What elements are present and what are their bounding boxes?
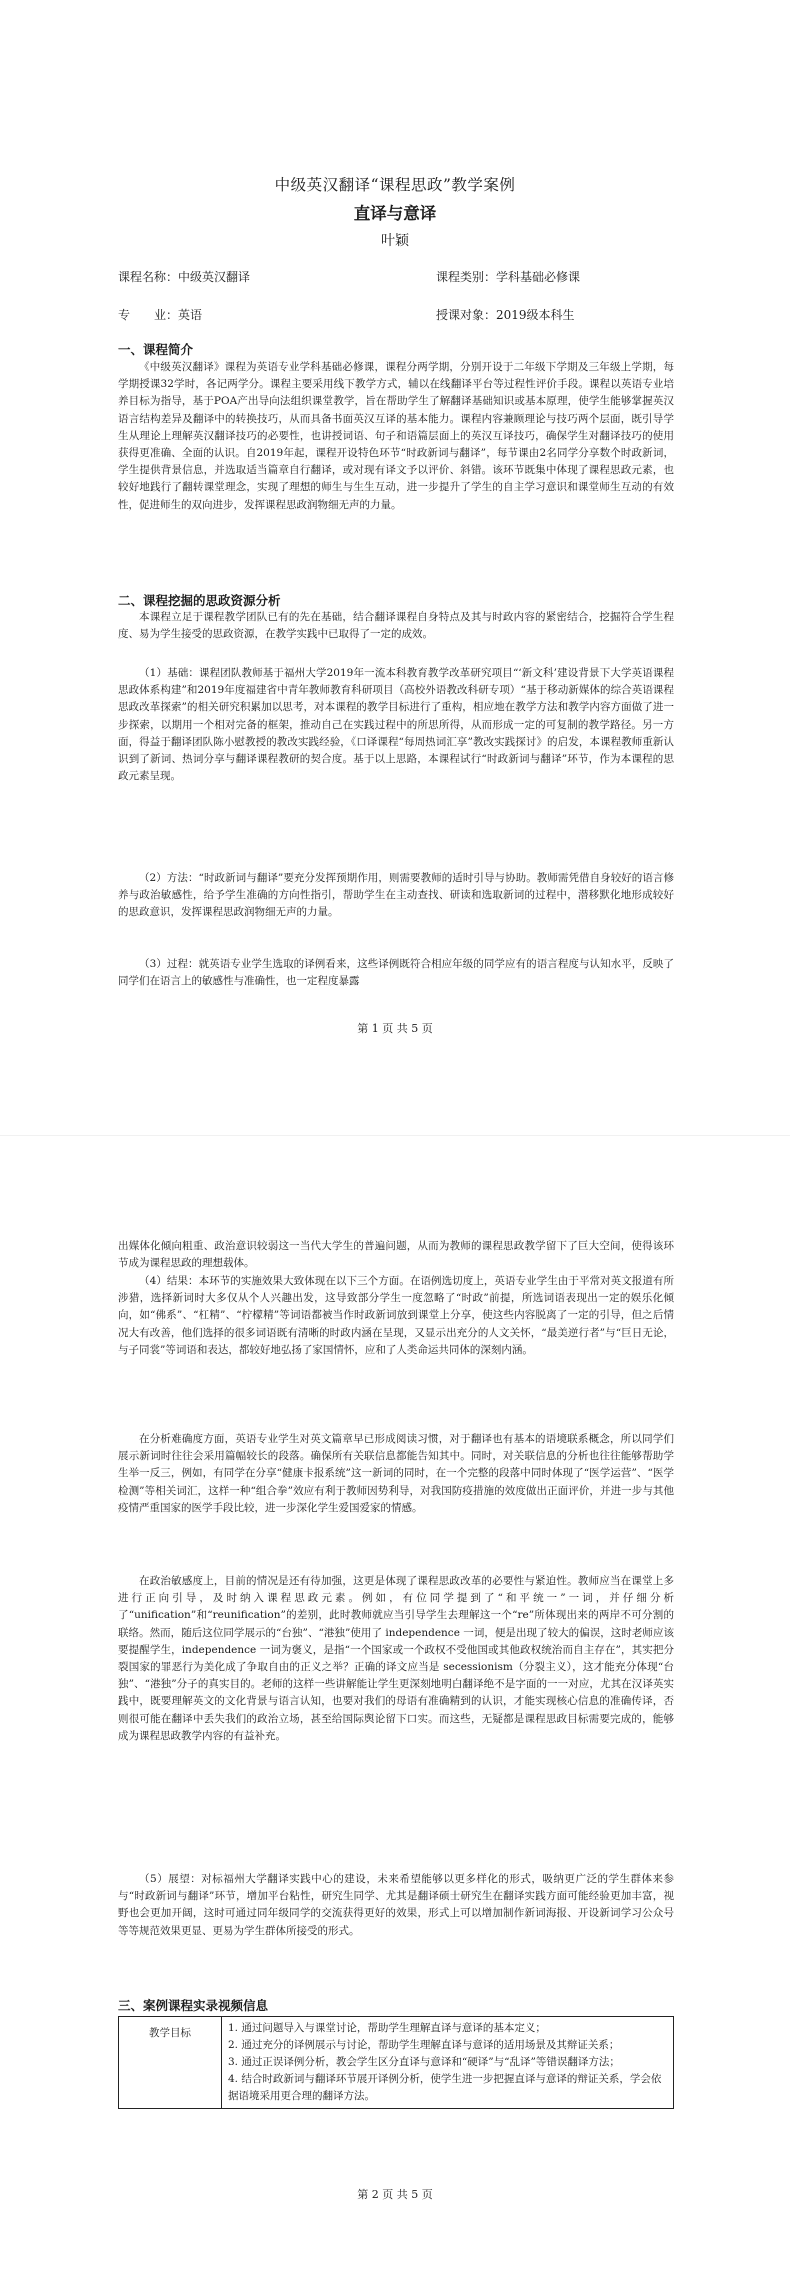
teaching-goal-item: 2. 通过充分的译例展示与讨论，帮助学生理解直译与意译的适用场景及其辩证关系； (228, 2039, 620, 2051)
page-footer: 第 1 页 共 5 页 (357, 1022, 433, 1035)
page-footer: 第 2 页 共 5 页 (357, 2188, 433, 2201)
teaching-goal-item: 4. 结合时政新词与翻译环节展开译例分析，使学生进一步把握直译与意译的辩证关系，学会依据语境采用更合理的翻译方法。 (228, 2073, 662, 2102)
political-sensitivity-paragraph: 在政治敏感度上，目前的情况是还有待加强，这更是体现了课程思政改革的必要性与紧迫性。教师应当在课堂上多进行正向引导，及时纳入课程思政元素。例如，有位同学提到了“和平统一”一词，并仔细分析了“unification”和“reunification”的差别，此时教师就应当引导学生去理解这一个“re”所体现出来的两岸不可分割的联络。然而，随后这位同学展示的“台独”、“港独”使用了 independence 一词，便是出现了较大的偏误，这时老师应该要提醒学生，independence 一词为褒义，是指“一个国家或一个政权不受他国或其他政权统治而自主存在”，其实把分裂国家的罪恶行为美化成了争取自由的正义之举？正确的译文应当是 secessionism（分裂主义），这才能充分体现“台独”、“港独”分子的真实目的。老师的这样一些讲解能让学生更深刻地明白翻译绝不是字面的一一对应，尤其在汉译英实践中，既要理解英文的文化背景与语言认知，也要对我们的母语有准确精到的认识，才能实现核心信息的准确传译，否则很可能在翻译中丢失我们的政治立场，甚至给国际舆论留下口实。而这些，无疑都是课程思政目标需要完成的，能够成为课程思政教学内容的有益补充。 (118, 1575, 674, 1742)
item-basis-paragraph: （1）基础：课程团队教师基于福州大学2019年一流本科教育教学改革研究项目“‘新文科’建设背景下大学英语课程思政体系构建”和2019年度福建省中青年教师教育科研项目（高校外语教改科研专项）“基于移动新媒体的综合英语课程思政改革探索”的相关研究积累加以思考，对本课程的教学目标进行了重构，相应地在教学方法和教学内容方面做了进一步探索，以期用一个相对完备的框架，推动自己在实践过程中的所思所得，从而形成一定的可复制的教学路径。另一方面，得益于翻译团队陈小慰教授的教改实践经验，《口译课程“每周热词汇享”教改实践探讨》的启发，本课程教师重新认识到了新词、热词分享与翻译课程教研的契合度。基于以上思路，本课程试行“时政新词与翻译”环节，作为本课程的思政元素呈现。 (118, 667, 674, 783)
author-name: 叶颖 (381, 233, 409, 249)
meta-major: 专 业：英语 (118, 308, 203, 322)
table-row (119, 2017, 674, 2109)
section-heading-intro: 一、课程简介 (118, 342, 194, 357)
page-1 (0, 0, 790, 1135)
teaching-goals-cell (222, 2017, 674, 2109)
continued-paragraph: 出媒体化倾向粗重、政治意识较弱这一当代大学生的普遍问题，从而为教师的课程思政教学留下了巨大空间，使得该环节成为课程思政的理想载体。 (118, 1240, 674, 1270)
page-2 (0, 1135, 790, 2271)
section-heading-video-info: 三、案例课程实录视频信息 (118, 1998, 269, 2013)
meta-course-name: 课程名称：中级英汉翻译 (118, 270, 251, 284)
resources-intro-paragraph: 本课程立足于课程教学团队已有的先在基础，结合翻译课程自身特点及其与时政内容的紧密结合，挖掘符合学生程度、易为学生接受的思政资源，在教学实践中已取得了一定的成效。 (118, 611, 674, 641)
case-subtitle: 直译与意译 (353, 204, 437, 223)
meta-audience: 授课对象：2019级本科生 (436, 308, 575, 322)
teaching-goal-item: 1. 通过问题导入与课堂讨论，帮助学生理解直译与意译的基本定义； (228, 2022, 546, 2034)
item-method-paragraph: （2）方法：“时政新词与翻译”要充分发挥预期作用，则需要教师的适时引导与协助。教师需凭借自身较好的语言修养与政治敏感性，给予学生准确的方向性指引，帮助学生在主动查找、研读和选取新词的过程中，潜移默化地形成较好的思政意识，发挥课程思政润物细无声的力量。 (118, 872, 674, 919)
table-label-cell: 教学目标 (119, 2017, 222, 2109)
item-result-paragraph: （4）结果：本环节的实施效果大致体现在以下三个方面。在语例选切度上，英语专业学生由于平常对英文报道有所涉猎，选择新词时大多仅从个人兴趣出发，这导致部分学生一度忽略了“时政”前提，所选词语表现出一定的娱乐化倾向，如“佛系”、“杠精”、“柠檬精”等词语都被当作时政新词放到课堂上分享，使这些内容脱离了一定的引导，但之后情况大有改善，他们选择的很多词语既有清晰的时政内涵在呈现，又显示出充分的人文关怀，“最美逆行者”与“巨日无论，与子同裳”等词语和表达，都较好地弘扬了家国情怀，应和了人类命运共同体的深刻内涵。 (118, 1275, 674, 1356)
item-outlook-paragraph: （5）展望：对标福州大学翻译实践中心的建设，未来希望能够以更多样化的形式，吸纳更广泛的学生群体来参与“时政新词与翻译”环节，增加平台粘性，研究生同学、尤其是翻译硕士研究生在翻译实践方面可能经验更加丰富，视野也会更加开阔，这时可通过同年级同学的交流获得更好的效果，形式上可以增加制作新词海报、开设新词学习公众号等等规范效果更显、更易为学生群体所接受的形式。 (118, 1873, 674, 1937)
accuracy-paragraph: 在分析难确度方面，英语专业学生对英文篇章早已形成阅读习惯，对于翻译也有基本的语境联系概念，所以同学们展示新词时往往会采用篇幅较长的段落。确保所有关联信息都能告知其中。同时，对关联信息的分析也往往能够帮助学生举一反三，例如，有同学在分享“健康卡报系统”这一新词的同时，在一个完整的段落中同时体现了“医学运营”、“医学检测”等相关词汇，这样一种“组合拳”效应有利于教师因势利导，对我国防疫措施的效度做出正面评价，并进一步与其他疫情严重国家的医学手段比较，进一步深化学生爱国爱家的情感。 (118, 1433, 674, 1514)
case-info-table (118, 2016, 674, 2109)
teaching-goal-item: 3. 通过正误译例分析，教会学生区分直译与意译和“硬译”与“乱译”等错误翻译方法； (228, 2056, 620, 2068)
section-heading-resources: 二、课程挖掘的思政资源分析 (118, 593, 281, 608)
meta-course-type: 课程类别：学科基础必修课 (436, 270, 581, 284)
document-title: 中级英汉翻译“课程思政”教学案例 (274, 176, 516, 194)
item-process-paragraph: （3）过程：就英语专业学生选取的译例看来，这些译例既符合相应年级的同学应有的语言程度与认知水平，反映了同学们在语言上的敏感性与准确性，也一定程度暴露 (118, 958, 674, 988)
course-intro-paragraph: 《中级英汉翻译》课程为英语专业学科基础必修课，课程分两学期，分别开设于二年级下学期及三年级上学期，每学期授课32学时，各记两学分。课程主要采用线下教学方式，辅以在线翻译平台等过程性评价手段。课程以英语专业培养目标为指导，基于POA产出导向法组织课堂教学，旨在帮助学生了解翻译基础知识或基本原理，使学生能够掌握英汉语言结构差异及翻译中的转换技巧，从而具备书面英汉互译的基本能力。课程内容兼顾理论与技巧两个层面，既引导学生从理论上理解英汉翻译技巧的必要性，也讲授词语、句子和语篇层面上的英汉互译技巧，确保学生对翻译技巧的使用获得更准确、全面的认识。自2019年起，课程开设特色环节“时政新词与翻译”，每节课由2名同学分享数个时政新词，学生提供背景信息，并选取适当篇章自行翻译，或对现有译文予以评价、斜错。该环节既集中体现了课程思政元素，也较好地践行了翻转课堂理念，实现了理想的师生与生生互动，进一步提升了学生的自主学习意识和课堂师生互动的有效性，促进师生的双向进步，发挥课程思政润物细无声的力量。 (118, 361, 674, 511)
